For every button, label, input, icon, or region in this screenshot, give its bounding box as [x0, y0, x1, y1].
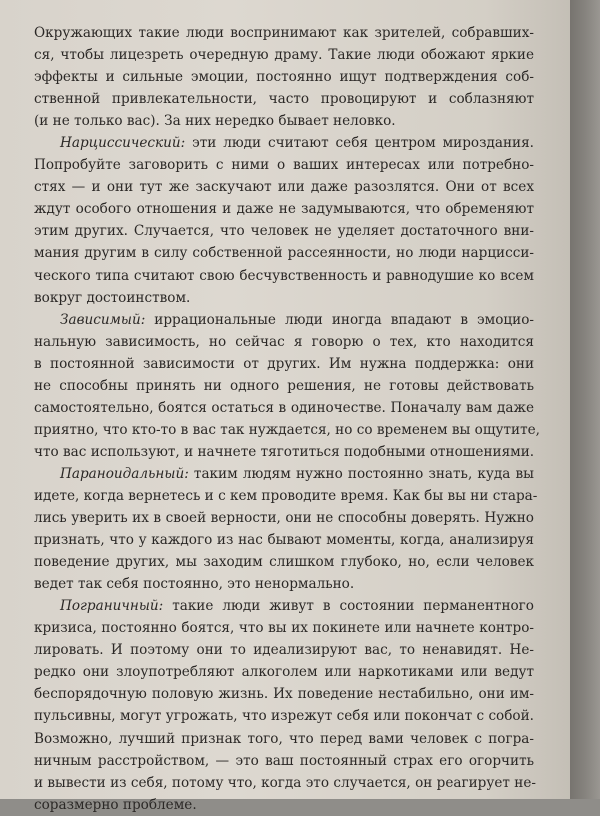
- line-text: вокруг достоинством.: [34, 289, 191, 306]
- line-text: беспорядочную половую жизнь. Их поведение нестабильно, они им-: [34, 686, 534, 703]
- page-edge: [570, 0, 600, 799]
- text-line: [34, 441, 534, 463]
- line-text: что вас используют, и начнете тяготиться подобными отношениями.: [34, 443, 535, 460]
- line-text: соразмерно проблеме.: [34, 796, 197, 813]
- section-term: Пограничный:: [60, 598, 164, 615]
- text-line: [34, 265, 534, 287]
- line-text: (и не только вас). За них нередко бывает неловко.: [34, 113, 396, 130]
- section-term: Зависимый:: [60, 311, 146, 328]
- text-line: [34, 617, 534, 639]
- line-text: таким людям нужно постоянно знать, куда вы: [188, 465, 534, 482]
- text-line: [34, 639, 534, 661]
- text-line: [34, 683, 534, 705]
- line-text: в постоянной зависимости от других. Им нужна поддержка: они: [34, 355, 534, 372]
- text-line: [34, 529, 534, 551]
- line-text: не способны принять ни одного решения, не готовы действовать: [34, 377, 534, 394]
- line-text: мания другим в силу собственной рассеянности, но люди нарцисси-: [34, 245, 534, 262]
- line-text: лись уверить их в своей верности, они не способны доверять. Нужно: [34, 510, 534, 527]
- text-line: [34, 573, 534, 595]
- line-text: кризиса, постоянно боятся, что вы их покинете или начнете контро-: [34, 620, 534, 637]
- line-text: лировать. И поэтому они то идеализируют вас, то ненавидят. Не-: [34, 642, 534, 659]
- line-text: этим других. Случается, что человек не уделяет достаточного вни-: [34, 223, 534, 240]
- line-text: ся, чтобы лицезреть очередную драму. Такие люди обожают яркие: [34, 47, 534, 64]
- line-text: эффекты и сильные эмоции, постоянно ищут подтверждения соб-: [34, 69, 534, 86]
- text-line: [34, 22, 534, 44]
- text-line: [34, 419, 540, 441]
- text-line: [34, 242, 534, 264]
- line-text: идете, когда вернетесь и с кем проводите время. Как бы вы ни стара-: [34, 487, 538, 504]
- text-line: [34, 661, 534, 683]
- line-text: Возможно, лучший признак того, что перед вами человек с погра-: [34, 730, 534, 747]
- text-line: [34, 220, 534, 242]
- line-text: иррациональные люди иногда впадают в эмоцио-: [145, 311, 534, 328]
- text-line: [34, 44, 534, 66]
- text-line: [34, 88, 534, 110]
- text-line: [34, 309, 534, 331]
- text-line: [34, 287, 534, 309]
- line-text: и вывести из себя, потому что, когда это случается, он реагирует не-: [34, 774, 536, 791]
- text-line: [34, 705, 534, 727]
- text-line: [34, 375, 534, 397]
- line-text: пульсивны, могут угрожать, что изрежут себя или покончат с собой.: [34, 708, 534, 725]
- line-text: Окружающих такие люди воспринимают как зрителей, собравших-: [34, 25, 534, 41]
- text-line: [34, 772, 534, 794]
- line-text: такие люди живут в состоянии перманентного: [163, 598, 534, 615]
- section-term: Нарциссический:: [60, 135, 186, 152]
- line-text: редко они злоупотребляют алкоголем или наркотиками или ведут: [34, 664, 534, 681]
- text-line: [34, 66, 534, 88]
- line-text: ческого типа считают свою бесчувственность и равнодушие ко всем: [34, 267, 534, 284]
- line-text: эти люди считают себя центром мироздания.: [185, 135, 534, 152]
- text-line: [34, 551, 534, 573]
- text-line: [34, 463, 534, 485]
- line-text: ничным расстройством, — это ваш постоянный страх его огорчить: [34, 752, 534, 769]
- text-line: [34, 154, 534, 176]
- text-line: [34, 397, 534, 419]
- line-text: нальную зависимость, но сейчас я говорю о тех, кто находится: [34, 333, 534, 350]
- text-line: [34, 176, 534, 198]
- text-line: [34, 728, 534, 750]
- text-line: [34, 595, 534, 617]
- text-line: [34, 110, 534, 132]
- line-text: поведение других, мы заходим слишком глубоко, но, если человек: [34, 554, 534, 571]
- line-text: ведет так себя постоянно, это ненормально.: [34, 576, 355, 593]
- line-text: ждут особого отношения и даже не задумываются, что обременяют: [34, 201, 534, 218]
- line-text: стях — и они тут же заскучают или даже разозлятся. Они от всех: [34, 179, 534, 196]
- text-line: [34, 331, 534, 353]
- text-line: [34, 507, 534, 529]
- line-text: ственной привлекательности, часто провоцируют и соблазняют: [34, 91, 534, 108]
- text-line: [34, 794, 534, 816]
- line-text: признать, что у каждого из нас бывают моменты, когда, анализируя: [34, 532, 534, 549]
- line-text: самостоятельно, боятся остаться в одиночестве. Поначалу вам даже: [34, 399, 534, 416]
- text-line: [34, 750, 534, 772]
- line-text: приятно, что кто-то в вас так нуждается, но со временем вы ощутите,: [34, 421, 540, 438]
- section-term: Параноидальный:: [60, 465, 189, 482]
- text-line: [34, 485, 538, 507]
- body-text: [34, 22, 540, 816]
- text-line: [34, 132, 534, 154]
- text-line: [34, 353, 534, 375]
- line-text: Попробуйте заговорить с ними о ваших интересах или потребно-: [34, 157, 534, 174]
- text-line: [34, 198, 534, 220]
